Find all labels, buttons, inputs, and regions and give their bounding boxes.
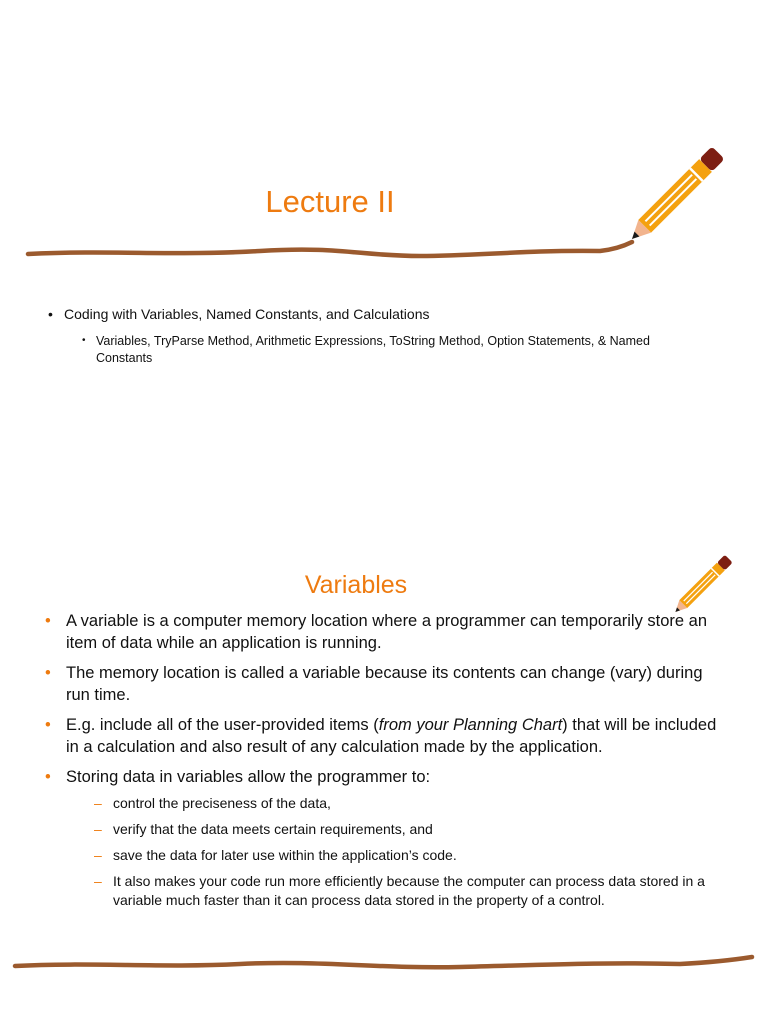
slide-bullet-list xyxy=(48,306,668,366)
brown-underline xyxy=(0,512,768,1024)
bullet-text: A variable is a computer memory location where a programmer can temporarily store an item of data while an application is running. xyxy=(66,612,708,652)
slide-title: Lecture II xyxy=(265,184,395,219)
dash-marker: – xyxy=(94,873,102,889)
bullet-item xyxy=(48,306,668,366)
bullet-marker: • xyxy=(45,768,51,786)
bullet-text: Storing data in variables allow the programmer to: xyxy=(66,768,431,786)
dash-marker: – xyxy=(94,847,102,863)
pencil-icon xyxy=(620,142,730,252)
sub-bullet-text: Variables, TryParse Method, Arithmetic Expressions, ToString Method, Option Statements, & Named Constants xyxy=(96,334,650,365)
bullet-text-suffix: ) that will be included in a calculation and also result of any calculation made by the application. xyxy=(66,716,717,756)
sub-bullet-item xyxy=(80,333,668,366)
bullet-marker: • xyxy=(48,306,53,322)
sub-bullet-text: control the preciseness of the data, xyxy=(113,795,331,811)
bullet-marker: • xyxy=(45,612,51,630)
bullet-marker: • xyxy=(82,335,86,346)
sub-bullet-list xyxy=(80,333,668,366)
bullet-marker: • xyxy=(45,716,51,734)
sub-bullet-text: save the data for later use within the application’s code. xyxy=(113,847,457,863)
bullet-text-emphasis: from your Planning Chart xyxy=(378,716,563,734)
bullet-text: The memory location is called a variable because its contents can change (vary) during run time. xyxy=(66,664,703,704)
bullet-marker: • xyxy=(45,664,51,682)
slide-title: Variables xyxy=(304,571,408,599)
bullet-text: Coding with Variables, Named Constants, and Calculations xyxy=(64,306,430,322)
bullet-text-prefix: E.g. include all of the user-provided items ( xyxy=(66,716,379,734)
dash-marker: – xyxy=(94,821,102,837)
dash-marker: – xyxy=(94,795,102,811)
sub-bullet-text: verify that the data meets certain requirements, and xyxy=(113,821,433,837)
slide-variables xyxy=(0,512,768,1024)
sub-bullet-text: It also makes your code run more efficiently because the computer can process data stored in a variable much faster than it can process data stored in the property of a control. xyxy=(113,873,705,908)
